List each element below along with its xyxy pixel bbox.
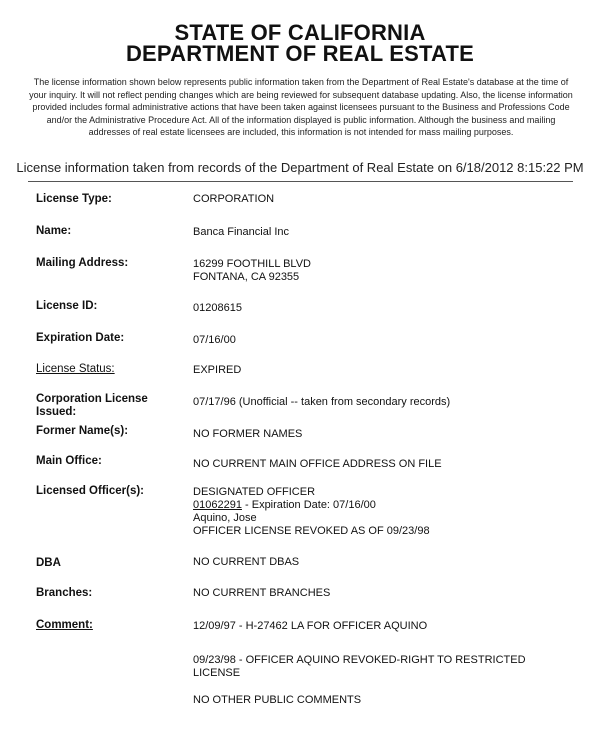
corporation-license-issued-value: 07/17/96 (Unofficial -- taken from secondary records)	[193, 396, 451, 408]
officer-expiration: - Expiration Date: 07/16/00	[241, 499, 376, 511]
dba-label: DBA	[36, 557, 61, 569]
mailing-address-line2: FONTANA, CA 92355	[193, 271, 300, 283]
corporation-license-label-line1: Corporation License	[36, 393, 148, 405]
main-office-label: Main Office:	[36, 455, 102, 467]
divider	[28, 181, 573, 182]
branches-label: Branches:	[36, 587, 93, 599]
comment-link[interactable]: Comment:	[36, 619, 93, 631]
licensed-officers-value	[193, 486, 553, 538]
state-title: STATE OF CALIFORNIA	[174, 20, 426, 45]
officer-id-line	[193, 499, 553, 512]
expiration-date-value: 07/16/00	[193, 334, 236, 346]
officer-role: DESIGNATED OFFICER	[193, 486, 316, 498]
officer-license-link[interactable]: 01062291	[193, 499, 242, 511]
license-status-value: EXPIRED	[193, 364, 242, 376]
former-names-value: NO FORMER NAMES	[193, 428, 303, 440]
license-id-label: License ID:	[36, 300, 98, 312]
disclaimer-text: The license information shown below represents public information taken from the Department of Real Estate's database at the time of your inquiry. It will not reflect pending changes which are being reviewed for subsequent database updating. Also, the license information provided includes formal administrative actions that have been taken against licensees pursuant to the Business and Professions Code and/or the Administrative Procedure Act. All of the information displayed is public information. Although the business and mailing addresses of real estate licensees are included, this information is not intended for mass mailing purposes.	[29, 77, 573, 138]
name-label: Name:	[36, 225, 72, 237]
license-status-link[interactable]: License Status:	[36, 363, 115, 375]
mailing-address-line1: 16299 FOOTHILL BLVD	[193, 258, 311, 270]
licensed-officers-label: Licensed Officer(s):	[36, 485, 144, 497]
dba-value: NO CURRENT DBAS	[193, 556, 300, 568]
main-office-value: NO CURRENT MAIN OFFICE ADDRESS ON FILE	[193, 458, 442, 470]
former-names-label: Former Name(s):	[36, 425, 129, 437]
source-line: License information taken from records of the Department of Real Estate on 6/18/2012 8:15:22 PM	[16, 160, 584, 175]
officer-name: Aquino, Jose	[193, 512, 257, 524]
license-type-label: License Type:	[36, 193, 112, 205]
comment-entry-2	[193, 654, 553, 680]
comment-entry-3: NO OTHER PUBLIC COMMENTS	[193, 694, 362, 706]
license-type-value: CORPORATION	[193, 193, 275, 205]
comment-entry-1: 12/09/97 - H-27462 LA FOR OFFICER AQUINO	[193, 620, 428, 632]
comment-entry-2-line1: 09/23/98 - OFFICER AQUINO REVOKED-RIGHT TO RESTRICTED	[193, 654, 526, 666]
expiration-date-label: Expiration Date:	[36, 332, 125, 344]
corporation-license-issued-label	[36, 393, 166, 419]
mailing-address-value	[193, 258, 553, 284]
corporation-license-label-line2: Issued:	[36, 406, 77, 418]
department-title: DEPARTMENT OF REAL ESTATE	[125, 41, 475, 66]
officer-revoked-note: OFFICER LICENSE REVOKED AS OF 09/23/98	[193, 525, 430, 537]
license-id-value: 01208615	[193, 302, 242, 314]
name-value: Banca Financial Inc	[193, 226, 289, 238]
comment-entry-2-line2: LICENSE	[193, 667, 241, 679]
mailing-address-label: Mailing Address:	[36, 257, 129, 269]
branches-value: NO CURRENT BRANCHES	[193, 587, 331, 599]
